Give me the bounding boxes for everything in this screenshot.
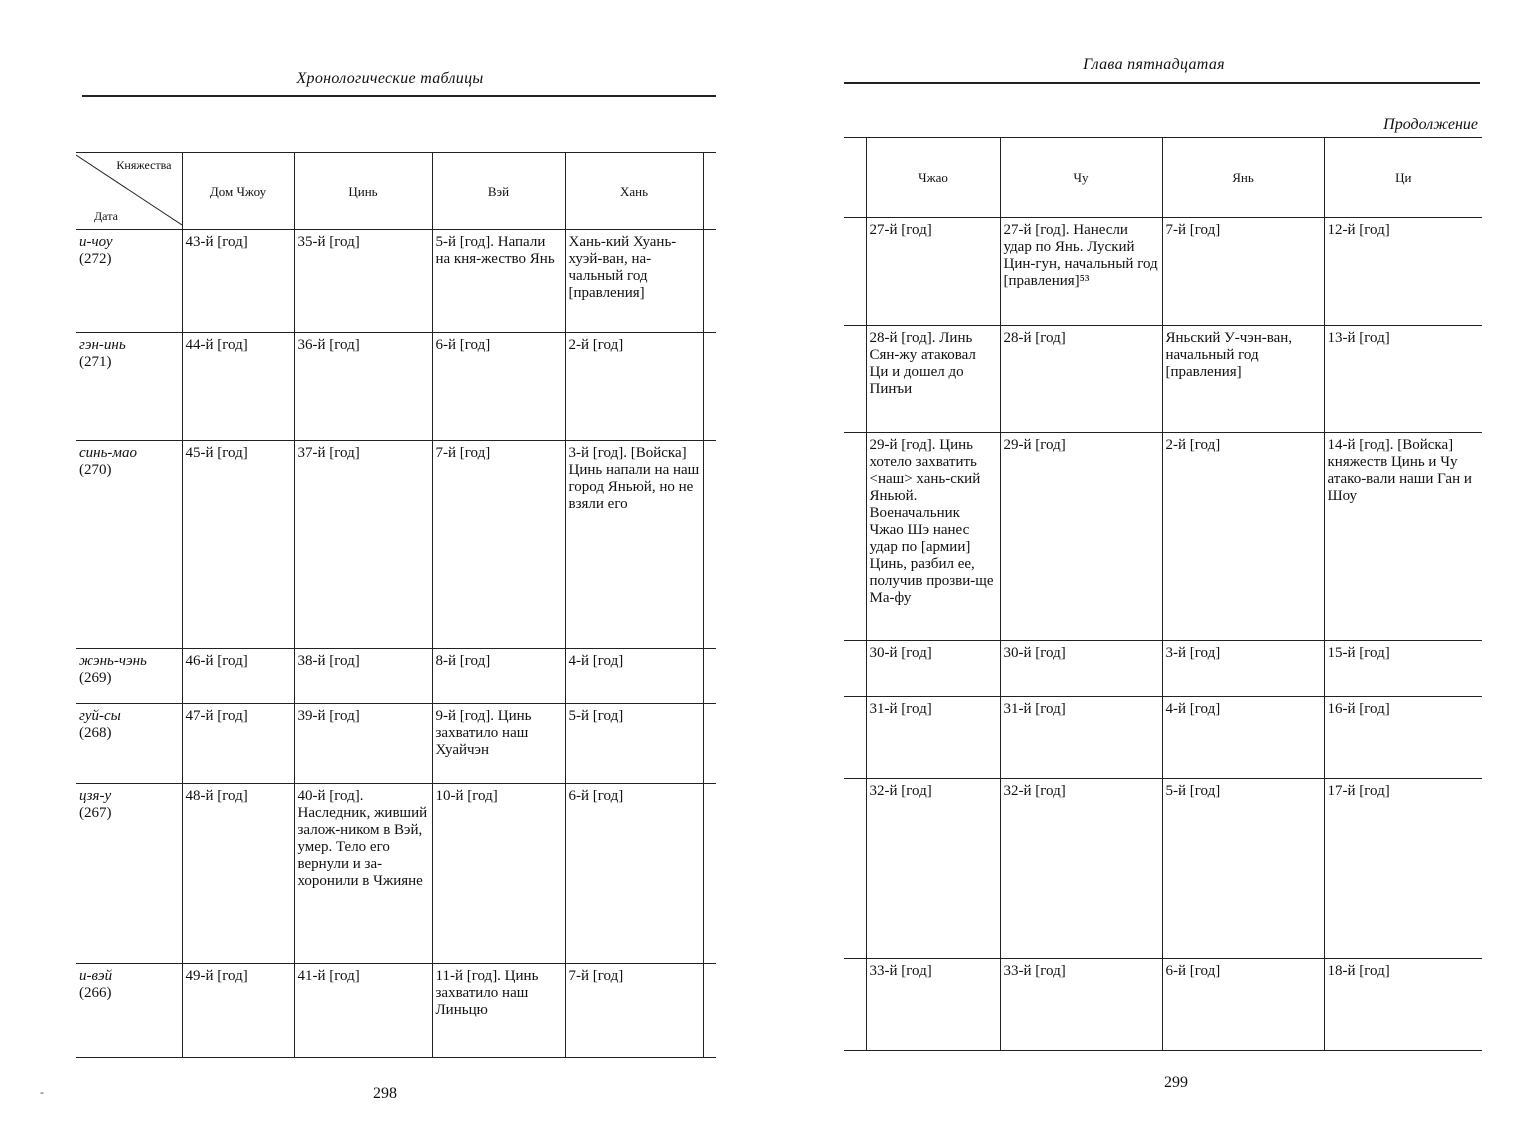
table-cell: 17-й [год] bbox=[1327, 783, 1390, 799]
table-cell: 14-й [год]. [Войска] княжеств Цинь и Чу атако-вали наши Ган и Шоу bbox=[1327, 437, 1472, 504]
table-row bbox=[844, 779, 1482, 959]
table-cell: 30-й [год] bbox=[869, 645, 932, 661]
table-cell: 8-й [год] bbox=[435, 653, 491, 669]
table-row bbox=[76, 230, 716, 333]
table-cell: 6-й [год] bbox=[435, 337, 491, 353]
column-header: Хань bbox=[565, 153, 703, 230]
year: (272) bbox=[79, 251, 112, 267]
year: (270) bbox=[79, 462, 112, 478]
table-cell: 36-й [год] bbox=[297, 337, 360, 353]
table-cell: 12-й [год] bbox=[1327, 222, 1390, 238]
column-header: Чжао bbox=[866, 138, 1000, 218]
table-cell: 5-й [год]. Напали на кня-жество Янь bbox=[435, 234, 555, 267]
table-cell: 30-й [год] bbox=[1003, 645, 1066, 661]
continuation-label: Продолжение bbox=[1383, 116, 1478, 133]
table-cell: 44-й [год] bbox=[185, 337, 248, 353]
table-row bbox=[76, 784, 716, 964]
table-cell: 29-й [год] bbox=[1003, 437, 1066, 453]
table-row bbox=[844, 218, 1482, 326]
chronology-table-right bbox=[844, 137, 1482, 1051]
table-cell: 15-й [год] bbox=[1327, 645, 1390, 661]
chronology-table-left bbox=[76, 152, 716, 1058]
table-cell: 11-й [год]. Цинь захватило наш Линьцю bbox=[435, 968, 539, 1018]
table-row bbox=[76, 333, 716, 441]
cyclical-date: гэн-инь bbox=[79, 337, 126, 353]
table-cell: 29-й [год]. Цинь хотело захватить <наш> хань-ский Яньюй. Военачальник Чжао Шэ нанес удар по [армии] Цинь, разбил ее, получив прозви-ще Ма-фу bbox=[869, 437, 994, 606]
running-head-right: Глава пятнадцатая bbox=[1083, 56, 1225, 73]
table-cell: 28-й [год]. Линь Сян-жу атаковал Ци и дошел до Пинъи bbox=[869, 330, 976, 397]
table-cell: 4-й [год] bbox=[568, 653, 624, 669]
table-cell: 31-й [год] bbox=[869, 701, 932, 717]
table-cell: 7-й [год] bbox=[435, 445, 491, 461]
column-header: Ци bbox=[1324, 138, 1482, 218]
page-number-left: 298 bbox=[373, 1085, 397, 1102]
year: (271) bbox=[79, 354, 112, 370]
table-cell: Хань-кий Хуань-хуэй-ван, на-чальный год [правления] bbox=[568, 234, 677, 301]
column-header: Вэй bbox=[432, 153, 565, 230]
column-header: Янь bbox=[1162, 138, 1324, 218]
table-cell: 27-й [год]. Нанесли удар по Янь. Луский Цин-гун, начальный год [правления]⁵³ bbox=[1003, 222, 1158, 289]
table-cell: 6-й [год] bbox=[568, 788, 624, 804]
table-cell: 10-й [год] bbox=[435, 788, 498, 804]
table-cell: 13-й [год] bbox=[1327, 330, 1390, 346]
cyclical-date: и-чоу bbox=[79, 234, 113, 250]
table-cell: 45-й [год] bbox=[185, 445, 248, 461]
table-cell: 6-й [год] bbox=[1165, 963, 1221, 979]
cyclical-date: жэнь-чэнь bbox=[79, 653, 147, 669]
table-cell: 37-й [год] bbox=[297, 445, 360, 461]
page-number-right: 299 bbox=[1164, 1074, 1188, 1091]
table-cell: 27-й [год] bbox=[869, 222, 932, 238]
year: (268) bbox=[79, 725, 112, 741]
table-cell: 49-й [год] bbox=[185, 968, 248, 984]
year: (269) bbox=[79, 670, 112, 686]
corner-label-states: Княжества bbox=[116, 158, 172, 172]
table-row bbox=[76, 704, 716, 784]
table-cell: 41-й [год] bbox=[297, 968, 360, 984]
cyclical-date: и-вэй bbox=[79, 968, 113, 984]
table-cell: 31-й [год] bbox=[1003, 701, 1066, 717]
table-row bbox=[844, 959, 1482, 1051]
table-cell: 5-й [год] bbox=[568, 708, 624, 724]
table-cell: 32-й [год] bbox=[1003, 783, 1066, 799]
table-cell: 46-й [год] bbox=[185, 653, 248, 669]
table-cell: 18-й [год] bbox=[1327, 963, 1390, 979]
table-cell: 32-й [год] bbox=[869, 783, 932, 799]
cyclical-date: цзя-у bbox=[79, 788, 112, 804]
column-header: Дом Чжоу bbox=[182, 153, 294, 230]
table-cell: 2-й [год] bbox=[1165, 437, 1221, 453]
table-row bbox=[844, 697, 1482, 779]
table-row bbox=[844, 433, 1482, 641]
year: (266) bbox=[79, 985, 112, 1001]
running-head-left: Хронологические таблицы bbox=[296, 70, 484, 87]
table-cell: 38-й [год] bbox=[297, 653, 360, 669]
table-cell: 40-й [год]. Наследник, живший залож-ником в Вэй, умер. Тело его вернули и за-хоронили в Чжияне bbox=[297, 788, 428, 889]
table-cell: 28-й [год] bbox=[1003, 330, 1066, 346]
margin-mark: - bbox=[40, 1085, 44, 1099]
table-cell: 33-й [год] bbox=[1003, 963, 1066, 979]
corner-header bbox=[76, 153, 182, 230]
table-cell: 2-й [год] bbox=[568, 337, 624, 353]
table-cell: 7-й [год] bbox=[1165, 222, 1221, 238]
table-row bbox=[76, 964, 716, 1058]
table-row bbox=[844, 326, 1482, 433]
table-cell: 47-й [год] bbox=[185, 708, 248, 724]
table-cell: 9-й [год]. Цинь захватило наш Хуайчэн bbox=[435, 708, 532, 758]
table-cell: 39-й [год] bbox=[297, 708, 360, 724]
table-row bbox=[76, 649, 716, 704]
column-header: Чу bbox=[1000, 138, 1162, 218]
table-cell: 3-й [год]. [Войска] Цинь напали на наш город Яньюй, но не взяли его bbox=[568, 445, 700, 512]
header-rule-left bbox=[82, 95, 716, 97]
table-cell: Яньский У-чэн-ван, начальный год [правления] bbox=[1165, 330, 1293, 380]
table-row bbox=[76, 441, 716, 649]
column-header: Цинь bbox=[294, 153, 432, 230]
table-cell: 7-й [год] bbox=[568, 968, 624, 984]
table-cell: 48-й [год] bbox=[185, 788, 248, 804]
year: (267) bbox=[79, 805, 112, 821]
table-cell: 35-й [год] bbox=[297, 234, 360, 250]
cyclical-date: гуй-сы bbox=[79, 708, 121, 724]
table-cell: 33-й [год] bbox=[869, 963, 932, 979]
table-cell: 16-й [год] bbox=[1327, 701, 1390, 717]
table-cell: 4-й [год] bbox=[1165, 701, 1221, 717]
table-cell: 43-й [год] bbox=[185, 234, 248, 250]
cyclical-date: синь-мао bbox=[79, 445, 137, 461]
table-row bbox=[844, 641, 1482, 697]
corner-label-date: Дата bbox=[94, 209, 118, 223]
right-page bbox=[764, 0, 1528, 1146]
table-cell: 5-й [год] bbox=[1165, 783, 1221, 799]
table-cell: 3-й [год] bbox=[1165, 645, 1221, 661]
header-rule-right bbox=[844, 82, 1480, 84]
